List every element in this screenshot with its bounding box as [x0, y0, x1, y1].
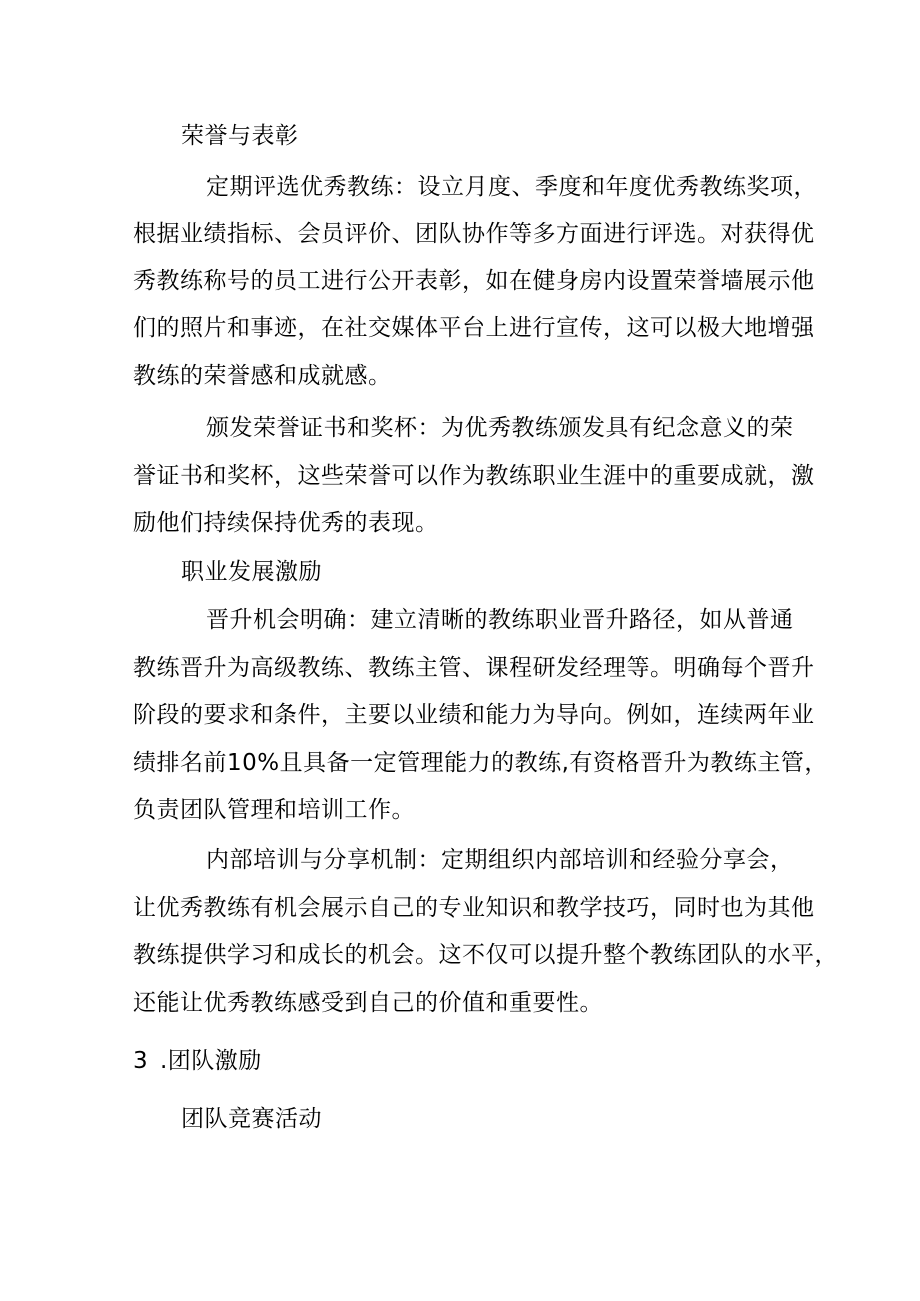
paragraph-line: 教练晋升为高级教练、教练主管、课程研发经理等。明确每个晋升 [133, 655, 815, 681]
section-heading-team-incentive: 3 .团队激励 [133, 1048, 262, 1074]
paragraph-line: 负责团队管理和培训工作。 [133, 797, 415, 823]
paragraph-line: 内部培训与分享机制：定期组织内部培训和经验分享会， [206, 847, 794, 873]
paragraph-line: 定期评选优秀教练：设立月度、季度和年度优秀教练奖项， [206, 174, 817, 200]
paragraph-line: 颁发荣誉证书和奖杯：为优秀教练颁发具有纪念意义的荣 [206, 415, 794, 441]
paragraph-line: 们的照片和事迹，在社交媒体平台上进行宣传，这可以极大地增强 [133, 315, 815, 341]
heading-team-competition: 团队竞赛活动 [181, 1106, 322, 1132]
paragraph-line: 誉证书和奖杯，这些荣誉可以作为教练职业生涯中的重要成就，激 [133, 463, 815, 489]
paragraph-line: 励他们持续保持优秀的表现。 [133, 510, 439, 536]
paragraph-line: 秀教练称号的员工进行公开表彰，如在健身房内设置荣誉墙展示他 [133, 268, 815, 294]
paragraph-line: 根据业绩指标、会员评价、团队协作等多方面进行评选。对获得优 [133, 221, 815, 247]
paragraph-line: 绩排名前10%且具备一定管理能力的教练,有资格晋升为教练主管， [133, 750, 828, 776]
paragraph-line: 让优秀教练有机会展示自己的专业知识和教学技巧，同时也为其他 [133, 895, 815, 921]
heading-honor-recognition: 荣誉与表彰 [181, 123, 299, 149]
paragraph-line: 教练提供学习和成长的机会。这不仅可以提升整个教练团队的水平， [133, 942, 838, 968]
paragraph-line: 阶段的要求和条件，主要以业绩和能力为导向。例如，连续两年业 [133, 702, 815, 728]
paragraph-line: 还能让优秀教练感受到自己的价值和重要性。 [133, 990, 603, 1016]
paragraph-line: 教练的荣誉感和成就感。 [133, 363, 392, 389]
heading-career-development: 职业发展激励 [181, 559, 322, 585]
paragraph-line: 晋升机会明确：建立清晰的教练职业晋升路径，如从普通 [206, 607, 794, 633]
